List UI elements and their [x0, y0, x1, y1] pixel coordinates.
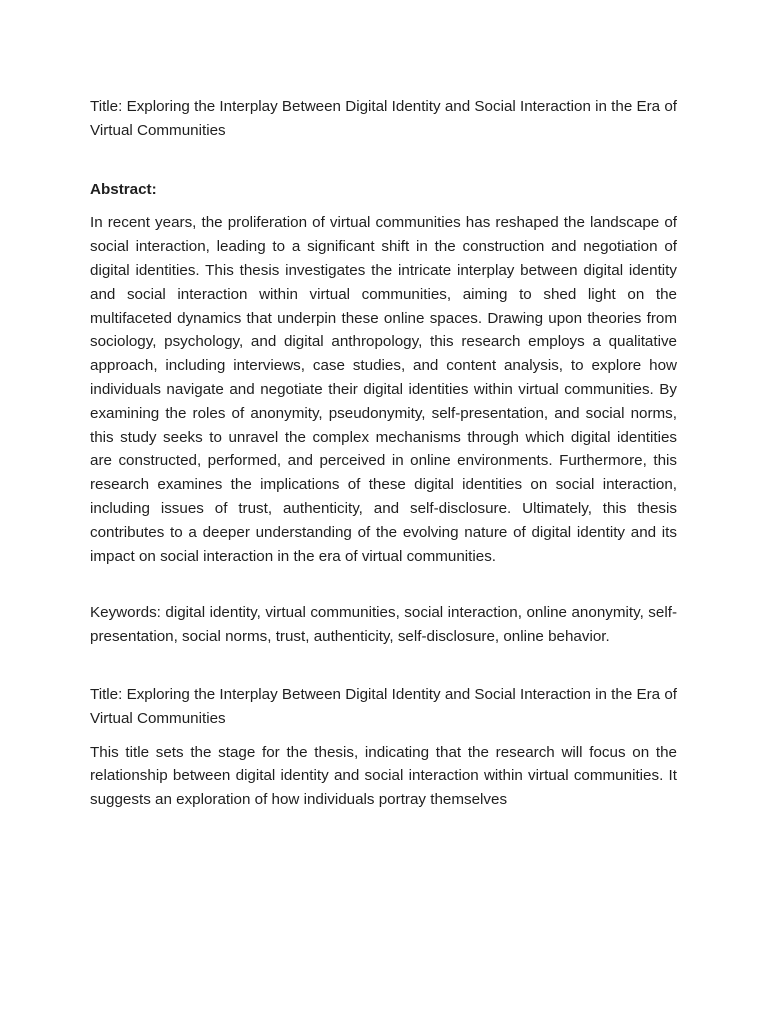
abstract-body: In recent years, the proliferation of virtual communities has reshaped the landscape of social interaction, leading to a significant shift in the construction and negotiation of digital identities. This thesis investigates the intricate interplay between digital identity and social interaction within virtual communities, aiming to shed light on the multifaceted dynamics that underpin these online spaces. Drawing upon theories from sociology, psychology, and digital anthropology, this research employs a qualitative approach, including interviews, case studies, and content analysis, to explore how individuals navigate and negotiate their digital identities within virtual communities. By examining the roles of anonymity, pseudonymity, self-presentation, and social norms, this study seeks to unravel the complex mechanisms through which digital identities are constructed, performed, and perceived in online environments. Furthermore, this research examines the implications of these digital identities on social interaction, including issues of trust, authenticity, and self-disclosure. Ultimately, this thesis contributes to a deeper understanding of the evolving nature of digital identity and its impact on social interaction in the era of virtual communities. [90, 214, 677, 565]
keywords-paragraph: Keywords: digital identity, virtual communities, social interaction, online anonymity, self-presentation, social norms, trust, authenticity, self-disclosure, online behavior. [90, 604, 677, 646]
title-commentary: This title sets the stage for the thesis, indicating that the research will focus on the relationship between digital identity and social interaction within virtual communities. It suggests an exploration of how individuals portray themselves [90, 743, 677, 809]
document-page [90, 95, 677, 812]
repeated-title: Title: Exploring the Interplay Between Digital Identity and Social Interaction in the Era of Virtual Communities [90, 685, 678, 727]
document-title: Title: Exploring the Interplay Between Digital Identity and Social Interaction in the Era of Virtual Communities [90, 98, 678, 139]
abstract-heading: Abstract: [90, 180, 157, 198]
